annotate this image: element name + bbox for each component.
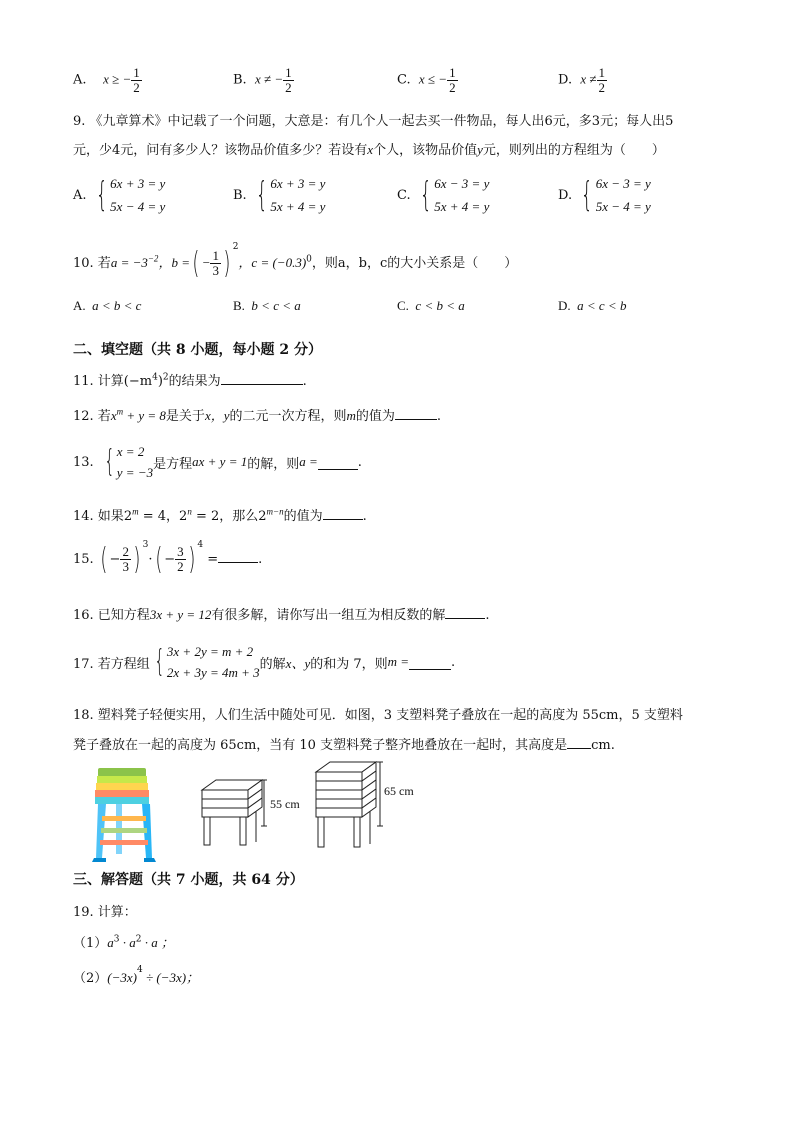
q19-part2: $(2)(-3x)^4 \div (-3x)$； (73, 965, 200, 986)
q9-line2: 元，少4元，问有多少人？该物品价值多少？若设有x个人，该物品价值y元，则列出的方程组为（ ） (73, 142, 665, 158)
q16: 16. 已知方程3x + y = 12有很多解，请你写出一组互为相反数的解 . (73, 604, 490, 623)
answer-blank[interactable] (318, 455, 358, 470)
q18-line2: 凳子叠放在一起的高度为 65cm，当有 10 支塑料凳子整齐地叠放在一起时，其高度是 cm. (73, 734, 615, 753)
q10-option-b: B. b < c < a (233, 298, 301, 313)
answer-blank[interactable] (445, 604, 485, 619)
q10-option-c: C. c < b < a (397, 298, 465, 313)
answer-blank[interactable] (323, 505, 363, 520)
answer-blank[interactable] (221, 370, 303, 385)
q9-option-c: C. { 6x − 3 = y 5x + 4 = y (397, 175, 490, 215)
q12: 12. 若$x^m + y = 8$是关于x，y的二元一次方程，则m的值为 . (73, 406, 442, 424)
q8-option-c: C. x ≤ − $\frac{1}{2}$ (397, 65, 456, 95)
q9-option-d: D. { 6x − 3 = y 5x − 4 = y (558, 175, 651, 215)
stacked-stools-photo (92, 766, 156, 864)
label-65cm: 65 cm (384, 784, 414, 798)
stools-5-diagram (312, 758, 386, 850)
q10-stem: 10. 若$a = -3^{-2}$，b =( − $\frac{1}{3}$ ) $^2$，$c = (-0.3)^0$，则a，b，c的大小关系是（ ） (73, 242, 518, 281)
answer-blank[interactable] (218, 548, 258, 563)
label-55cm: 55 cm (270, 797, 300, 811)
q17: 17. 若方程组 { 3x + 2y = m + 2 2x + 3y = 4m + 3 的解 x、y 的和为 7，则 m = . (73, 644, 456, 680)
q9-line1: 9. 《九章算术》中记载了一个问题，大意是：有几个人一起去买一件物品，每人出6元，多3元；每人出5 (73, 114, 674, 129)
q9-option-a: A. { 6x + 3 = y 5x − 4 = y (73, 175, 166, 215)
q14: 14. 如果$2^m = 4$，$2^n = 2$，那么$2^{m-n}$的值为 . (73, 506, 367, 524)
stools-3-diagram (198, 776, 310, 848)
q13: 13. { x = 2 y = −3 是方程 ax + y = 1 的解，则 a = . (73, 444, 362, 480)
q15: 15. ( − $\frac{2}{3}$ ) $^3$·( − $\frac{3}{2}$ ) $^4$ = . (73, 540, 263, 577)
q8-option-b: B. x ≠ − $\frac{1}{2}$ (233, 65, 292, 95)
q19-part1: $(1)a^3 \cdot a^2 \cdot a$ ； (73, 934, 175, 951)
answer-blank[interactable] (409, 655, 451, 670)
q10-option-d: D. a < c < b (558, 298, 627, 313)
q18-line1: 18. 塑料凳子轻便实用，人们生活中随处可见．如图，3 支塑料凳子叠放在一起的高度为 55cm，5 支塑料 (73, 708, 683, 723)
q19-title: 19. 计算： (73, 905, 137, 920)
q8-expr-a: x ≥ − (103, 71, 132, 87)
q8-option-a: A. x ≥ − $\frac{1}{2}$ (73, 65, 140, 95)
q9-option-b: B. { 6x + 3 = y 5x + 4 = y (233, 175, 326, 215)
q10-option-a: A. a < b < c (73, 298, 142, 313)
answer-blank[interactable] (395, 405, 437, 420)
section-heading-fill-in: 二、填空题（共 8 小题，每小题 2 分） (73, 342, 322, 358)
section-heading-solve: 三、解答题（共 7 小题，共 64 分） (73, 872, 304, 888)
q8-option-d: D. x ≠ $\frac{1}{2}$ (558, 65, 606, 95)
q11: 11. 计算$(-m^4)^2$的结果为 . (73, 370, 307, 389)
answer-blank[interactable] (567, 734, 591, 749)
